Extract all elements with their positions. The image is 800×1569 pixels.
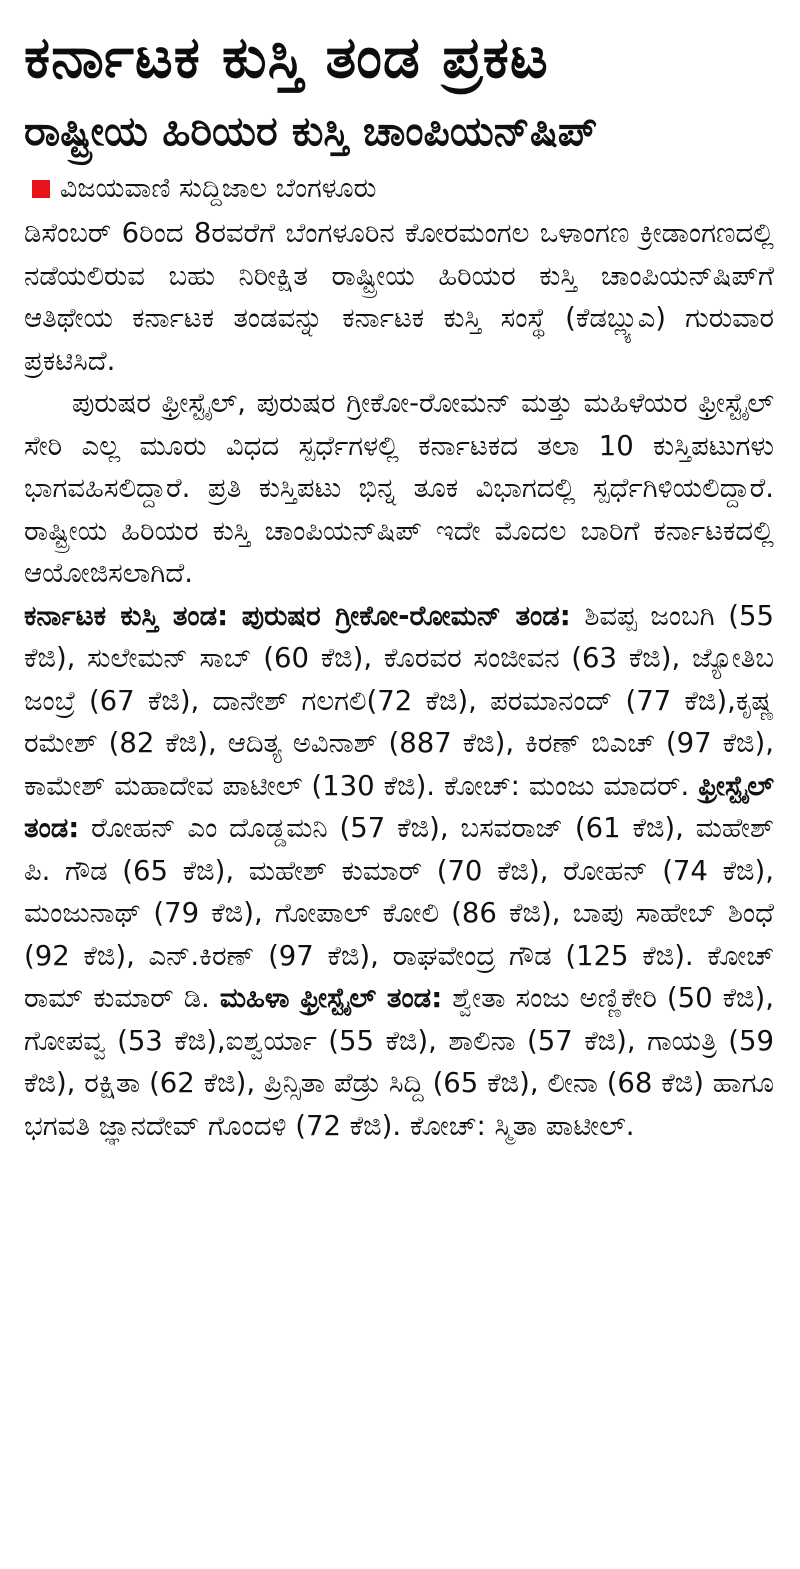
women-freestyle-heading: ಮಹಿಳಾ ಫ್ರೀಸ್ಟೈಲ್ ತಂಡ: [219,982,443,1014]
freestyle-list: ರೋಹನ್ ಎಂ ದೊಡ್ಡಮನಿ (57 ಕೆಜಿ), ಬಸವರಾಜ್ (61 ಕೆಜಿ), ಮಹೇಶ್ ಪಿ. ಗೌಡ (65 ಕೆಜಿ), ಮಹೇಶ್ ಕುಮಾರ್ (70 ಕೆಜಿ), ರೋಹನ್ (74 ಕೆಜಿ), ಮಂಜುನಾಥ್ (79 ಕೆಜಿ), ಗೋಪಾಲ್ ಕೋಲಿ (86 ಕೆಜಿ), ಬಾಪು ಸಾಹೇಬ್ ಶಿಂಧೆ (92 ಕೆಜಿ), ಎನ್.ಕಿರಣ್ (97 ಕೆಜಿ), ರಾಘವೇಂದ್ರ ಗೌಡ (125 ಕೆಜಿ). ಕೋಚ್ ರಾಮ್ ಕುಮಾರ್ ಡಿ. [24,812,774,1014]
byline-text: ವಿಜಯವಾಣಿ ಸುದ್ದಿಜಾಲ ಬೆಂಗಳೂರು [60,173,377,204]
subheadline: ರಾಷ್ಟ್ರೀಯ ಹಿರಿಯರ ಕುಸ್ತಿ ಚಾಂಪಿಯನ್‌ಷಿಪ್ [24,107,598,155]
greco-roman-heading: ಪುರುಷರ ಗ್ರೀಕೋ-ರೋಮನ್ ತಂಡ: [241,599,571,632]
team-roster [24,595,774,1148]
red-square-icon [32,180,50,198]
freestyle-heading: ಫ್ರೀಸ್ಟೈಲ್ ತಂಡ: [24,769,774,844]
women-freestyle-list: ಶ್ವೇತಾ ಸಂಜು ಅಣ್ಣಿಕೇರಿ (50 ಕೆಜಿ), ಗೋಪವ್ವ (53 ಕೆಜಿ),ಐಶ್ವರ್ಯಾ (55 ಕೆಜಿ), ಶಾಲಿನಾ (57 ಕೆಜಿ), ಗಾಯತ್ರಿ (59 ಕೆಜಿ), ರಕ್ಷಿತಾ (62 ಕೆಜಿ), ಪ್ರಿನ್ಸಿತಾ ಪೆಡ್ರು ಸಿದ್ದಿ (65 ಕೆಜಿ), ಲೀನಾ (68 ಕೆಜಿ) ಹಾಗೂ ಭಗವತಿ ಜ್ಞಾನದೇವ್ ಗೊಂದಳಿ (72 ಕೆಜಿ). ಕೋಚ್: ಸ್ಮಿತಾ ಪಾಟೀಲ್. [24,982,774,1142]
paragraph-intro: ಡಿಸೆಂಬರ್ 6ರಿಂದ 8ರವರೆಗೆ ಬೆಂಗಳೂರಿನ ಕೋರಮಂಗಲ ಒಳಾಂಗಣ ಕ್ರೀಡಾಂಗಣದಲ್ಲಿ ನಡೆಯಲಿರುವ ಬಹು ನಿರೀಕ್ಷಿತ ರಾಷ್ಟ್ರೀಯ ಹಿರಿಯರ ಕುಸ್ತಿ ಚಾಂಪಿಯನ್‌ಷಿಪ್‌ಗೆ ಆತಿಥೇಯ ಕರ್ನಾಟಕ ತಂಡವನ್ನು ಕರ್ನಾಟಕ ಕುಸ್ತಿ ಸಂಸ್ಥೆ (ಕೆಡಬ್ಲ್ಯುಎ) ಗುರುವಾರ ಪ್ರಕಟಿಸಿದೆ. [24,217,774,377]
headline: ಕರ್ನಾಟಕ ಕುಸ್ತಿ ತಂಡ ಪ್ರಕಟ [24,23,549,91]
greco-roman-list: ಶಿವಪ್ಪ ಜಂಬಗಿ (55 ಕೆಜಿ), ಸುಲೇಮನ್ ಸಾಬ್ (60 ಕೆಜಿ), ಕೊರವರ ಸಂಜೀವನ (63 ಕೆಜಿ), ಜ್ಯೋತಿಬ ಜಂಬ್ರೆ (67 ಕೆಜಿ), ದಾನೇಶ್ ಗಲಗಲಿ(72 ಕೆಜಿ), ಪರಮಾನಂದ್ (77 ಕೆಜಿ),ಕೃಷ್ಣ ರಮೇಶ್ (82 ಕೆಜಿ), ಆದಿತ್ಯ ಅವಿನಾಶ್ (887 ಕೆಜಿ), ಕಿರಣ್ ಬಿಎಚ್ (97 ಕೆಜಿ), ಕಾಮೇಶ್ ಮಹಾದೇವ ಪಾಟೀಲ್ (130 ಕೆಜಿ). ಕೋಚ್: ಮಂಜು ಮಾದರ್. [24,599,775,802]
paragraph-details: ಪುರುಷರ ಫ್ರೀಸ್ಟೈಲ್, ಪುರುಷರ ಗ್ರೀಕೋ-ರೋಮನ್ ಮತ್ತು ಮಹಿಳೆಯರ ಫ್ರೀಸ್ಟೈಲ್ ಸೇರಿ ಎಲ್ಲ ಮೂರು ವಿಧದ ಸ್ಪರ್ಧೆಗಳಲ್ಲಿ ಕರ್ನಾಟಕದ ತಲಾ 10 ಕುಸ್ತಿಪಟುಗಳು ಭಾಗವಹಿಸಲಿದ್ದಾರೆ. ಪ್ರತಿ ಕುಸ್ತಿಪಟು ಭಿನ್ನ ತೂಕ ವಿಭಾಗದಲ್ಲಿ ಸ್ಪರ್ಧೆಗಿಳಿಯಲಿದ್ದಾರೆ. ರಾಷ್ಟ್ರೀಯ ಹಿರಿಯರ ಕುಸ್ತಿ ಚಾಂಪಿಯನ್‌ಷಿಪ್ ಇದೇ ಮೊದಲ ಬಾರಿಗೆ ಕರ್ನಾಟಕದಲ್ಲಿ ಆಯೋಜಿಸಲಾಗಿದೆ. [24,387,774,589]
byline [24,166,774,212]
team-heading: ಕರ್ನಾಟಕ ಕುಸ್ತಿ ತಂಡ: [24,599,229,632]
